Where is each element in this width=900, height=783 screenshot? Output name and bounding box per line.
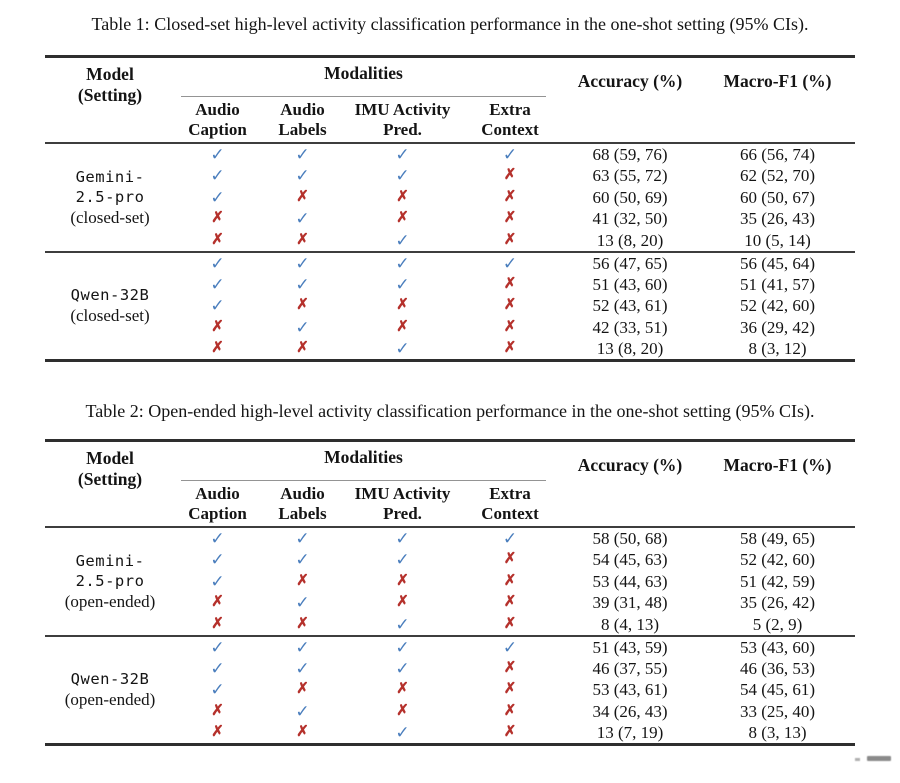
cross-icon: ✗ [211,615,224,632]
table2-caption: Table 2: Open-ended high-level activity classification performance in the one-shot setting (95% CIs). [85,401,815,421]
check-icon: ✓ [295,637,310,657]
accuracy-value: 41 (32, 50) [592,209,668,229]
check-icon: ✓ [395,637,410,657]
check-icon: ✓ [210,187,225,207]
check-icon: ✓ [295,274,310,294]
macro-f1-value: 51 (42, 59) [739,571,816,591]
model-header-line1: Model [86,448,134,468]
accuracy-value: 42 (33, 51) [592,317,668,337]
cross-icon: ✗ [296,681,309,698]
data-row [45,527,855,549]
check-icon: ✓ [502,253,518,273]
check-icon: ✓ [502,637,518,657]
accuracy-value: 39 (31, 48) [592,593,668,613]
accuracy-value: 68 (59, 76) [592,145,668,164]
imu-activity-header [345,97,460,143]
check-icon: ✓ [395,550,410,570]
accuracy-value: 53 (43, 61) [592,680,668,700]
extra-context-header [460,97,560,143]
model-setting-header [45,441,175,528]
accuracy-value: 60 (50, 69) [592,187,668,207]
check-icon: ✓ [210,166,225,186]
accuracy-value: 51 (43, 59) [592,637,668,657]
audio-caption-line2: Caption [188,504,247,523]
model-group [45,636,855,745]
macro-f1-value: 66 (56, 74) [739,145,816,164]
cross-icon: ✗ [503,210,517,227]
model-setting-header [45,57,175,144]
macro-f1-value: 5 (2, 9) [752,614,803,634]
check-icon: ✓ [395,230,410,250]
audio-labels-header [260,97,345,143]
model-label [45,527,175,636]
imu-activity-header [345,481,460,527]
macro-f1-value: 33 (25, 40) [739,701,816,721]
cross-icon: ✗ [296,340,309,356]
cross-icon: ✗ [503,167,517,184]
macro-f1-value: 60 (50, 67) [739,187,816,207]
imu-activity-line2: Pred. [383,120,422,139]
extra-context-line2: Context [481,120,539,139]
cross-icon: ✗ [503,231,517,248]
check-icon: ✓ [395,529,410,548]
model-setting-line: (open-ended) [64,591,156,611]
macro-f1-value: 62 (52, 70) [739,166,816,186]
cross-icon: ✗ [503,724,517,740]
extra-context-line1: Extra [489,100,531,119]
extra-context-line2: Context [481,504,539,523]
check-icon: ✓ [210,658,225,678]
check-icon: ✓ [502,145,518,164]
check-icon: ✓ [295,593,310,613]
check-icon: ✓ [395,253,410,273]
audio-labels-line1: Audio [280,484,325,503]
model-name-line: Qwen-32B [70,670,150,689]
cross-icon: ✗ [211,318,224,335]
audio-caption-header [175,481,260,527]
model-setting-line: (open-ended) [64,690,156,710]
modalities-label: Modalities [181,442,546,481]
check-icon: ✓ [395,723,410,742]
imu-activity-line2: Pred. [383,504,422,523]
check-icon: ✓ [210,571,225,591]
cross-icon: ✗ [296,724,309,740]
cross-icon: ✗ [503,551,517,568]
audio-caption-line1: Audio [195,100,240,119]
model-header-line2: (Setting) [77,469,143,489]
cross-icon: ✗ [211,340,224,356]
macro-f1-value: 58 (49, 65) [739,529,816,548]
check-icon: ✓ [210,296,225,316]
macro-f1-value: 8 (3, 13) [748,723,807,742]
cross-icon: ✗ [396,297,409,314]
model-group [45,252,855,361]
accuracy-value: 53 (44, 63) [592,571,668,591]
cross-icon: ✗ [503,188,517,205]
cross-icon: ✗ [396,572,409,589]
macro-f1-value: 52 (42, 60) [739,296,816,316]
smudge-mark-small [855,758,860,761]
model-name-line: Gemini- [75,167,145,186]
model-header-line2: (Setting) [77,85,143,105]
model-header-line1: Model [86,64,134,84]
data-row [45,143,855,165]
table1 [45,55,855,362]
model-label [45,143,175,252]
cross-icon: ✗ [211,724,224,740]
data-row [45,252,855,274]
check-icon: ✓ [295,145,310,164]
audio-labels-line2: Labels [278,504,327,523]
check-icon: ✓ [295,317,310,337]
imu-activity-line1: IMU Activity [354,100,451,119]
cross-icon: ✗ [296,615,309,632]
macro-f1-value: 35 (26, 42) [739,593,816,613]
model-group [45,527,855,636]
cross-icon: ✗ [503,615,517,632]
macro-f1-value: 56 (45, 64) [739,253,816,273]
model-name-line: 2.5-pro [75,571,145,590]
macro-f1-value: 8 (3, 12) [748,339,807,358]
check-icon: ✓ [395,339,410,358]
cross-icon: ✗ [396,318,409,335]
check-icon: ✓ [295,166,310,186]
cross-icon: ✗ [396,210,409,227]
check-icon: ✓ [295,550,310,570]
model-label [45,252,175,361]
data-row [45,636,855,658]
cross-icon: ✗ [396,188,409,205]
accuracy-value: 13 (8, 20) [596,230,664,250]
modalities-header [175,57,560,98]
model-group [45,143,855,252]
accuracy-header: Accuracy (%) [577,455,683,475]
accuracy-header: Accuracy (%) [577,71,683,91]
cross-icon: ✗ [503,297,517,314]
check-icon: ✓ [395,658,410,678]
cross-icon: ✗ [211,210,224,227]
cross-icon: ✗ [396,702,409,719]
macro-f1-value: 53 (43, 60) [739,637,816,657]
extra-context-header [460,481,560,527]
cross-icon: ✗ [296,188,309,205]
accuracy-value: 58 (50, 68) [592,529,668,548]
macro-f1-value: 36 (29, 42) [739,317,816,337]
table1-header [45,57,855,144]
accuracy-value: 46 (37, 55) [592,658,668,678]
model-setting-line: (closed-set) [70,207,150,227]
accuracy-value: 52 (43, 61) [592,296,668,316]
cross-icon: ✗ [503,318,517,335]
cross-icon: ✗ [396,594,409,611]
cross-icon: ✗ [503,594,517,611]
cross-icon: ✗ [503,572,517,589]
imu-activity-line1: IMU Activity [354,484,451,503]
audio-labels-line1: Audio [280,100,325,119]
extra-context-line1: Extra [489,484,531,503]
check-icon: ✓ [210,637,225,657]
accuracy-value: 8 (4, 13) [600,614,660,634]
cross-icon: ✗ [211,231,224,248]
cross-icon: ✗ [211,702,224,719]
audio-caption-line1: Audio [195,484,240,503]
table2-header [45,441,855,528]
accuracy-value: 51 (43, 60) [592,274,668,294]
macro-f1-header: Macro-F1 (%) [723,71,832,91]
check-icon: ✓ [295,701,310,721]
check-icon: ✓ [295,253,310,273]
table2-section [0,400,900,746]
macro-f1-value: 54 (45, 61) [739,680,816,700]
check-icon: ✓ [210,680,225,700]
watermark-smudge [853,753,897,767]
check-icon: ✓ [395,166,410,186]
check-icon: ✓ [210,529,225,548]
cross-icon: ✗ [296,297,309,314]
check-icon: ✓ [395,145,410,164]
accuracy-value: 13 (7, 19) [596,723,664,742]
cross-icon: ✗ [503,659,517,676]
cross-icon: ✗ [503,681,517,698]
check-icon: ✓ [295,658,310,678]
audio-labels-header [260,481,345,527]
macro-f1-value: 35 (26, 43) [739,209,816,229]
check-icon: ✓ [295,529,310,548]
check-icon: ✓ [295,209,310,229]
cross-icon: ✗ [503,340,517,356]
cross-icon: ✗ [396,681,409,698]
macro-f1-value: 46 (36, 53) [739,658,816,678]
accuracy-value: 34 (26, 43) [592,701,668,721]
check-icon: ✓ [395,274,410,294]
table1-section [0,0,900,362]
modalities-label: Modalities [181,58,546,97]
table2 [45,439,855,746]
cross-icon: ✗ [211,594,224,611]
check-icon: ✓ [502,529,518,548]
accuracy-value: 54 (45, 63) [592,550,668,570]
model-name-line: Gemini- [75,551,145,570]
audio-caption-line2: Caption [188,120,247,139]
cross-icon: ✗ [503,275,517,292]
check-icon: ✓ [210,550,225,570]
modalities-header [175,441,560,482]
macro-f1-header: Macro-F1 (%) [723,455,832,475]
model-name-line: 2.5-pro [75,187,145,206]
cross-icon: ✗ [296,231,309,248]
model-name-line: Qwen-32B [70,286,150,305]
accuracy-value: 13 (8, 20) [596,339,664,358]
check-icon: ✓ [395,614,410,634]
cross-icon: ✗ [296,572,309,589]
table1-caption: Table 1: Closed-set high-level activity classification performance in the one-shot setting (95% CIs). [91,14,809,34]
accuracy-value: 63 (55, 72) [592,166,668,186]
model-label [45,636,175,745]
cross-icon: ✗ [503,702,517,719]
smudge-mark-large [867,756,891,761]
check-icon: ✓ [210,145,225,164]
audio-labels-line2: Labels [278,120,327,139]
check-icon: ✓ [210,253,225,273]
macro-f1-value: 51 (41, 57) [739,274,816,294]
accuracy-value: 56 (47, 65) [592,253,668,273]
macro-f1-value: 52 (42, 60) [739,550,816,570]
audio-caption-header [175,97,260,143]
macro-f1-value: 10 (5, 14) [744,230,811,250]
check-icon: ✓ [210,274,225,294]
model-setting-line: (closed-set) [70,306,150,326]
